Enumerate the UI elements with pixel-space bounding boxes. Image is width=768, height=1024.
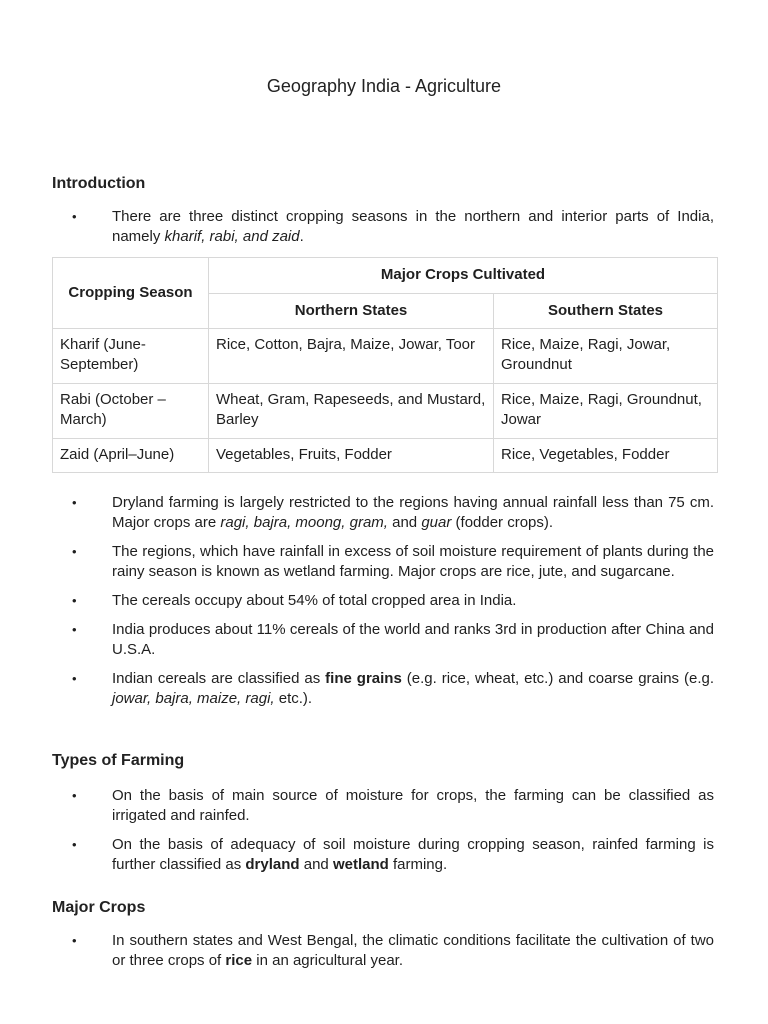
table-cell-north: Wheat, Gram, Rapeseeds, and Mustard, Barley — [209, 384, 494, 439]
section-heading-major-crops: Major Crops — [52, 899, 146, 916]
bullet-text: On the basis of main source of moisture for crops, the farming can be classified as irrigated and rainfed. — [112, 787, 714, 824]
major-crops-list — [52, 931, 714, 980]
bullet-italic-text: jowar, bajra, maize, ragi, — [112, 690, 275, 707]
bullet-text: In southern states and West Bengal, the climatic conditions facilitate the cultivation of two or three crops of — [112, 932, 714, 969]
table-cell-north: Vegetables, Fruits, Fodder — [209, 439, 494, 473]
table-cell-season: Kharif (June-September) — [53, 329, 209, 384]
bullet-text: Dryland farming is largely restricted to the regions having annual rainfall less than 75 cm. Major crops are — [112, 494, 714, 531]
list-item — [52, 493, 714, 533]
section-heading-types-of-farming: Types of Farming — [52, 752, 185, 769]
table-cell-season: Zaid (April–June) — [53, 439, 209, 473]
list-item — [52, 591, 714, 611]
bullet-italic-text: kharif, rabi, and zaid — [164, 228, 300, 245]
table-header-southern: Southern States — [494, 293, 718, 329]
table-cell-south: Rice, Maize, Ragi, Groundnut, Jowar — [494, 384, 718, 439]
bullet-text: (e.g. rice, wheat, etc.) and coarse grains (e.g. — [401, 670, 715, 687]
introduction-intro-list — [52, 207, 714, 256]
list-item — [52, 835, 714, 875]
table-cell-north: Rice, Cotton, Bajra, Maize, Jowar, Toor — [209, 329, 494, 384]
list-item — [52, 786, 714, 826]
page-title: Geography India - Agriculture — [266, 76, 502, 96]
table-row — [53, 384, 718, 439]
table-row — [53, 329, 718, 384]
table-cell-south: Rice, Maize, Ragi, Jowar, Groundnut — [494, 329, 718, 384]
bullet-text: On the basis of adequacy of soil moisture during cropping season, rainfed farming is further classified as — [112, 836, 714, 873]
bullet-bold-text: rice — [225, 952, 253, 969]
section-heading-introduction: Introduction — [52, 175, 146, 192]
table-header-major-crops: Major Crops Cultivated — [209, 258, 718, 294]
cropping-season-table — [52, 257, 718, 473]
table-cell-south: Rice, Vegetables, Fodder — [494, 439, 718, 473]
bullet-text: India produces about 11% cereals of the world and ranks 3rd in production after China and U.S.A. — [112, 621, 714, 658]
bullet-text: and — [387, 514, 422, 531]
list-item — [52, 669, 714, 709]
list-item — [52, 542, 714, 582]
bullet-text: (fodder crops). — [451, 514, 554, 531]
table-cell-season: Rabi (October – March) — [53, 384, 209, 439]
bullet-text: etc.). — [274, 690, 313, 707]
bullet-text: in an agricultural year. — [252, 952, 404, 969]
bullet-italic-text: ragi, bajra, moong, gram, — [220, 514, 388, 531]
bullet-text: farming. — [388, 856, 448, 873]
list-item — [52, 620, 714, 660]
bullet-bold-text: dryland — [245, 856, 300, 873]
bullet-text: Indian cereals are classified as — [112, 670, 326, 687]
bullet-text: The regions, which have rainfall in excess of soil moisture requirement of plants during the rainy season is known as wetland farming. Major crops are rice, jute, and sugarcane. — [112, 543, 714, 580]
table-header-season: Cropping Season — [53, 258, 209, 329]
bullet-italic-text: guar — [421, 514, 452, 531]
bullet-text: and — [299, 856, 333, 873]
introduction-bullet-list — [52, 493, 714, 718]
bullet-text: There are three distinct cropping seasons in the northern and interior parts of India, namely — [112, 208, 714, 245]
table-header-northern: Northern States — [209, 293, 494, 329]
bullet-bold-text: wetland — [332, 856, 389, 873]
bullet-text: . — [299, 228, 304, 245]
types-of-farming-list — [52, 786, 714, 884]
table-row — [53, 439, 718, 473]
list-item — [52, 931, 714, 971]
bullet-text: The cereals occupy about 54% of total cropped area in India. — [112, 592, 517, 609]
table-header-row — [53, 258, 718, 294]
bullet-bold-text: fine grains — [325, 670, 402, 687]
list-item — [52, 207, 714, 247]
